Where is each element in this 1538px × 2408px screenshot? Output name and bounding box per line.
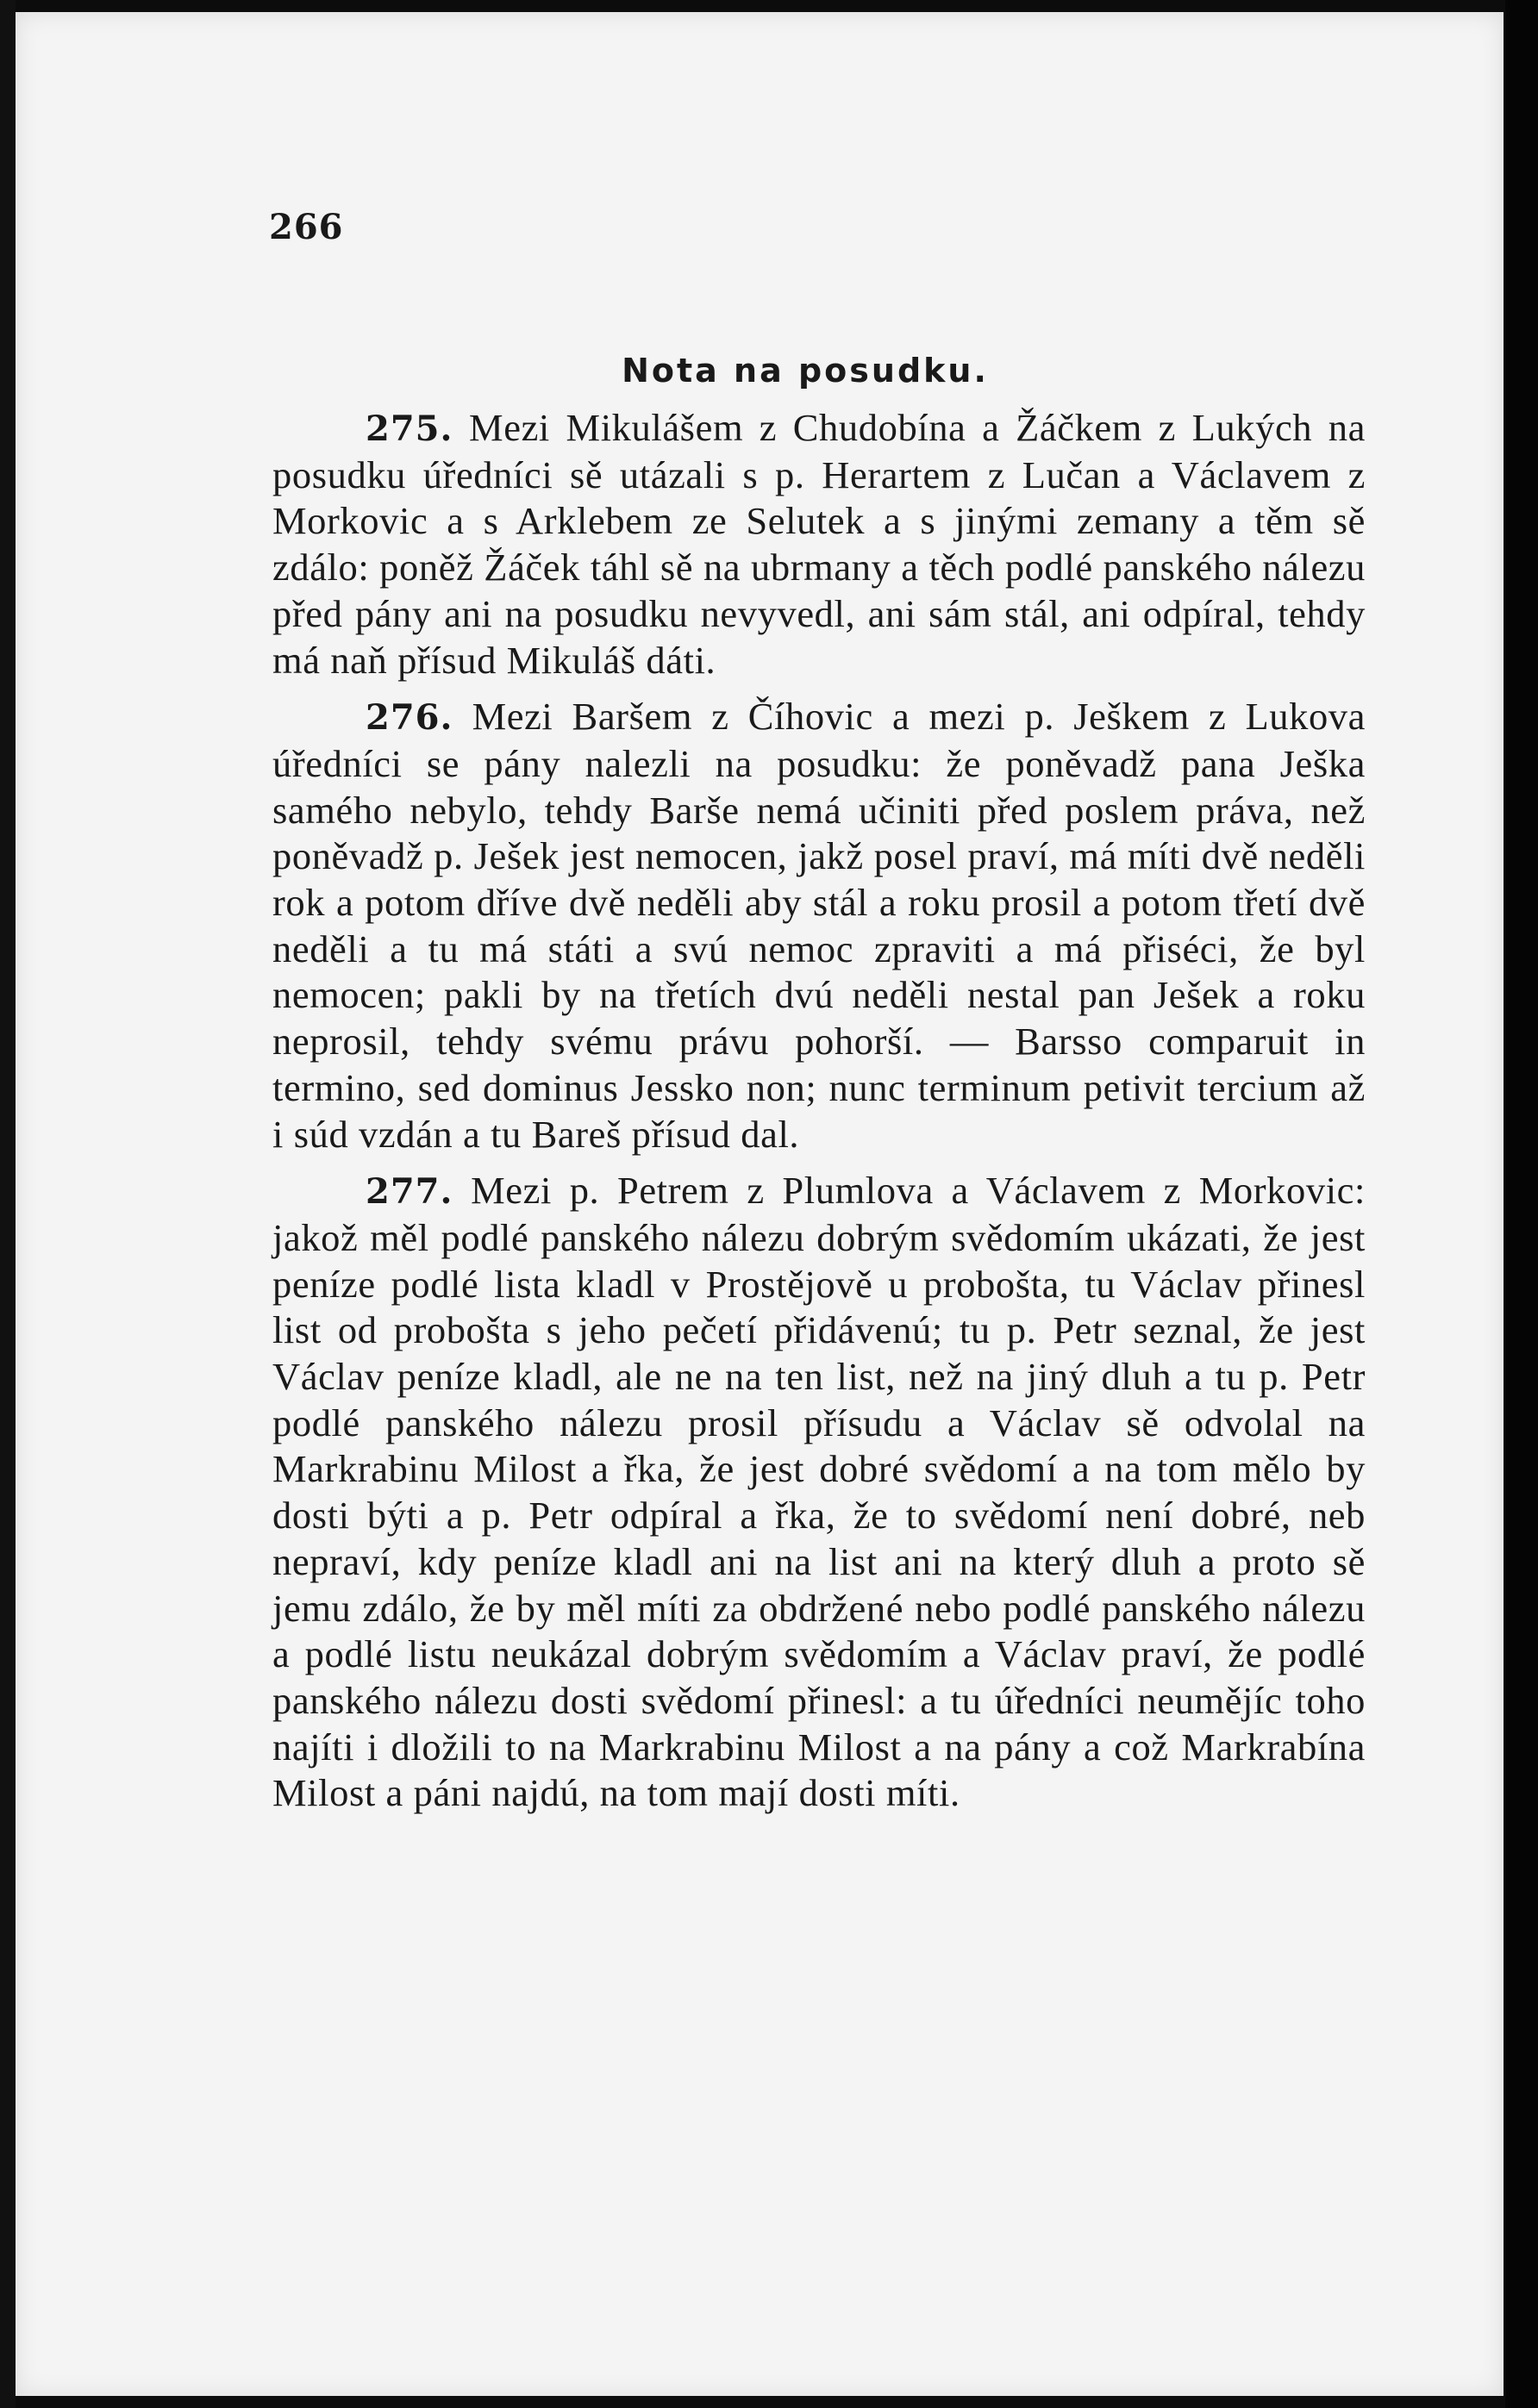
paragraph-number: 275. [366, 409, 453, 449]
paragraph-text: Mezi p. Petrem z Plumlova a Václavem z Morkovic: jakož měl podlé panského nálezu dobrým svědomím ukázati, že jest peníze podlé lista kladl v Prostějově u probošta, tu Václav přinesl list od probošta s jeho pečetí přidávenú; tu p. Petr seznal, že jest Václav peníze kladl, ale ne na ten list, než na jiný dluh a tu p. Petr podlé panského nálezu prosil přísudu a Václav sě odvolal na Markrabinu Milost a řka, že jest dobré svědomí a na tom mělo by dosti býti a p. Petr odpíral a řka, že to svědomí není dobré, neb nepraví, kdy peníze kladl ani na list ani na který dluh a proto sě jemu zdálo, že by měl míti za obdržené nebo podlé panského nálezu a podlé listu neukázal dobrým svědomím a Václav praví, že podlé panského nálezu dosti svědomí přinesl: a tu úředníci neumějíc toho najíti i dložili to na Markrabinu Milost a na pány a což Markrabína Milost a páni najdú, na tom mají dosti míti. [272, 1169, 1366, 1815]
paragraph-277 [272, 1168, 1366, 1817]
paragraph-text: Mezi Baršem z Číhovic a mezi p. Ješkem z Lukova úředníci se pány nalezli na posudku: že poněvadž pana Ješka samého nebylo, tehdy Barše nemá učiniti před poslem práva, než poněvadž p. Ješek jest nemocen, jakž posel praví, má míti dvě neděli rok a potom dříve dvě neděli aby stál a roku prosil a potom třetí dvě neděli a tu má státi a svú nemoc zpraviti a má přiséci, že byl nemocen; pakli by na třetích dvú neděli nestal pan Ješek a roku neprosil, tehdy svému právu pohorší. — Barsso comparuit in termino, sed dominus Jessko non; nunc terminum petivit tercium až i súd vzdán a tu Bareš přísud dal. [272, 695, 1366, 1156]
paragraph-number: 277. [366, 1171, 453, 1213]
section-heading [0, 352, 1538, 390]
paragraph-number: 276. [366, 697, 453, 739]
paragraph-276 [272, 694, 1366, 1157]
section-heading-text: Nota na posudku. [622, 352, 989, 390]
page-number: 266 [269, 207, 344, 247]
paragraph-text: Mezi Mikulášem z Chudobína a Žáčkem z Lukých na posudku úředníci sě utázali s p. Herartem z Lučan a Václavem z Morkovic a s Arklebem ze Selutek a s jinými zemany a těm sě zdálo: poněž Žáček táhl sě na ubrmany a těch podlé panského nálezu před pány ani na posudku nevyvedl, ani sám stál, ani odpíral, tehdy má naň přísud Mikuláš dáti. [272, 406, 1366, 682]
paragraph-275 [272, 405, 1366, 683]
body-text [272, 405, 1366, 1817]
